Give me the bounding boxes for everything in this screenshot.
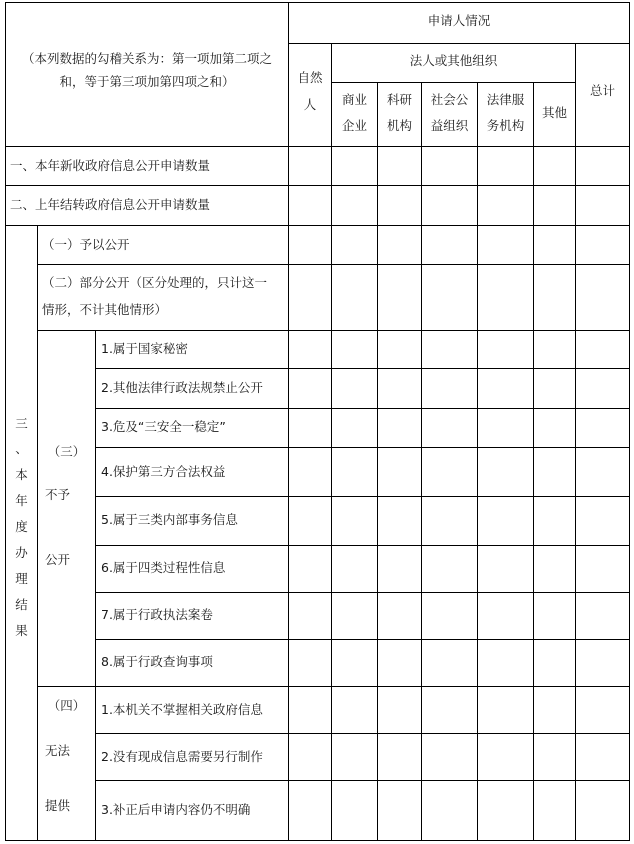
- legal-service-header: 法律服: [486, 92, 525, 107]
- grid-line: [37, 264, 630, 265]
- grid-line: [95, 368, 630, 369]
- section-3-char: 果: [15, 623, 28, 638]
- note-line-1: （本列数据的勾稽关系为：第一项加第二项之: [21, 51, 272, 66]
- grid-line: [629, 2, 630, 841]
- business-header: 商业: [341, 92, 367, 107]
- note-line-2: 和，等于第三项加第四项之和）: [59, 74, 235, 89]
- row-disclose: （一）予以公开: [42, 237, 130, 252]
- grid-line: [477, 82, 478, 841]
- grid-line: [95, 330, 96, 841]
- cannot-provide-item: 1.本机关不掌握相关政府信息: [101, 702, 263, 717]
- grid-line: [95, 639, 630, 640]
- cannot-provide-item: 2.没有现成信息需要另行制作: [101, 749, 263, 764]
- social-org-header: 社会公: [430, 92, 469, 107]
- not-disclose-item: 4.保护第三方合法权益: [101, 464, 226, 479]
- grid-line: [95, 780, 630, 781]
- section-3-char: 年: [15, 493, 28, 508]
- section-3-char: 理: [15, 571, 28, 586]
- grid-line: [288, 2, 289, 841]
- applicant-situation-header: 申请人情况: [427, 13, 491, 28]
- not-disclose-item: 3.危及“三安全一稳定”: [101, 419, 226, 434]
- grid-line: [95, 733, 630, 734]
- research-header: 科研: [386, 92, 412, 107]
- row-partial-disclose-2: 情形，不计其他情形）: [42, 302, 168, 317]
- research-header-2: 机构: [386, 118, 412, 133]
- grid-line: [5, 185, 630, 186]
- grid-line: [5, 146, 630, 147]
- grid-line: [5, 225, 630, 226]
- not-disclose-item: 8.属于行政查询事项: [101, 654, 213, 669]
- cannot-provide-label-3: 提供: [45, 798, 71, 813]
- grid-line: [95, 496, 630, 497]
- legal-persons-header: 法人或其他组织: [409, 53, 498, 68]
- not-disclose-label-3: 公开: [45, 552, 71, 567]
- row-new-applications: 一、本年新收政府信息公开申请数量: [10, 158, 211, 173]
- natural-person-header-2: 人: [303, 97, 317, 112]
- section-3-char: 结: [15, 597, 28, 612]
- cannot-provide-item: 3.补正后申请内容仍不明确: [101, 802, 251, 817]
- not-disclose-label: （三）: [47, 444, 86, 459]
- section-3-char: 办: [15, 545, 28, 560]
- cannot-provide-label-2: 无法: [45, 743, 71, 758]
- row-carried-over: 二、上年结转政府信息公开申请数量: [10, 197, 211, 212]
- grid-line: [37, 686, 630, 687]
- legal-service-header-2: 务机构: [486, 118, 525, 133]
- section-3-char: 本: [15, 467, 28, 482]
- grid-line: [37, 330, 630, 331]
- grid-line: [575, 43, 576, 841]
- section-3-char: 三: [15, 416, 28, 431]
- not-disclose-item: 2.其他法律行政法规禁止公开: [101, 380, 263, 395]
- total-header: 总计: [589, 83, 615, 98]
- grid-line: [5, 2, 630, 3]
- grid-line: [533, 82, 534, 841]
- grid-line: [95, 447, 630, 448]
- section-3-char: 、: [15, 441, 28, 456]
- business-header-2: 企业: [341, 118, 367, 133]
- cannot-provide-label: （四）: [47, 698, 86, 713]
- grid-line: [95, 408, 630, 409]
- other-header: 其他: [541, 105, 567, 120]
- natural-person-header: 自然: [297, 70, 323, 85]
- row-partial-disclose: （二）部分公开（区分处理的，只计这一: [42, 275, 268, 290]
- grid-line: [288, 43, 630, 44]
- grid-line: [5, 840, 630, 841]
- not-disclose-item: 1.属于国家秘密: [101, 341, 188, 356]
- grid-line: [95, 545, 630, 546]
- grid-line: [95, 592, 630, 593]
- grid-line: [37, 225, 38, 841]
- grid-line: [331, 82, 575, 83]
- grid-line: [421, 82, 422, 841]
- grid-line: [377, 82, 378, 841]
- grid-line: [331, 43, 332, 841]
- social-org-header-2: 益组织: [430, 118, 469, 133]
- not-disclose-label-2: 不予: [45, 487, 71, 502]
- section-3-char: 度: [15, 519, 28, 534]
- not-disclose-item: 6.属于四类过程性信息: [101, 560, 226, 575]
- not-disclose-item: 7.属于行政执法案卷: [101, 607, 213, 622]
- not-disclose-item: 5.属于三类内部事务信息: [101, 512, 238, 527]
